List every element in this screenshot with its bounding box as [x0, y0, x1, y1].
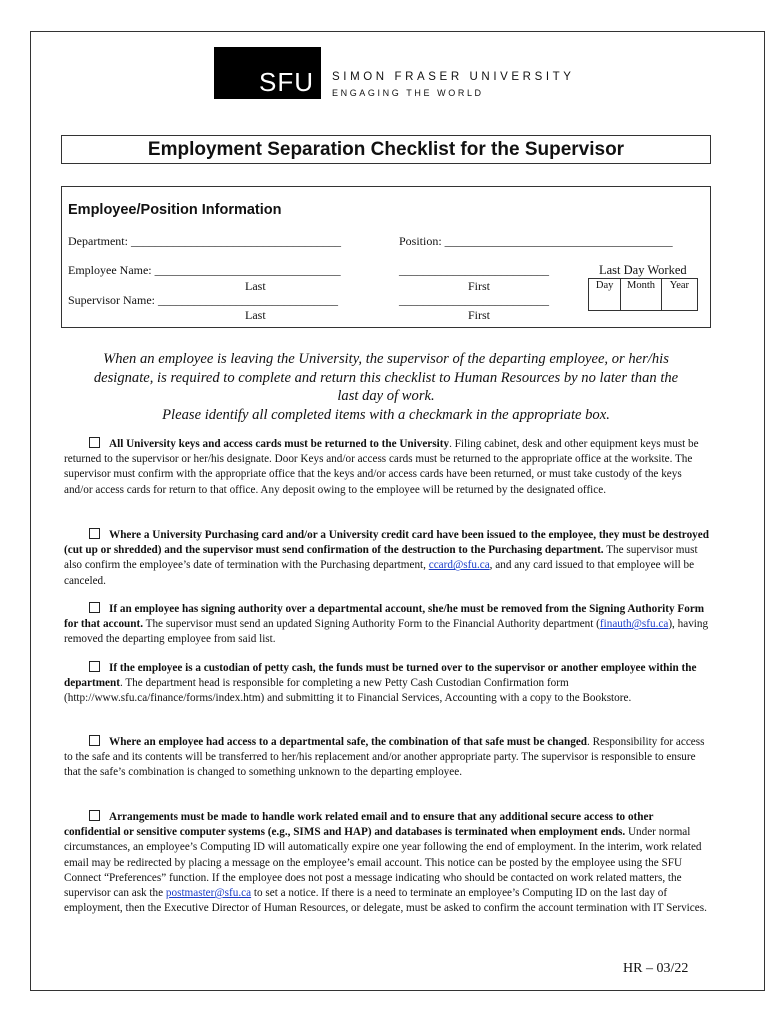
checklist-item-keys [64, 437, 712, 498]
supervisor-last-name-field[interactable]: Supervisor Name: ______________________________ [68, 293, 338, 307]
safe-checkbox[interactable] [89, 735, 100, 746]
instructions [60, 350, 712, 424]
postmaster-email-link[interactable]: postmaster@sfu.ca [165, 887, 252, 900]
finauth-email-link[interactable]: finauth@sfu.ca [599, 618, 669, 631]
day-cell[interactable]: Day [589, 279, 621, 311]
employee-info-box [61, 186, 711, 328]
info-heading: Employee/Position Information [68, 202, 282, 218]
signing-authority-checkbox[interactable] [89, 602, 100, 613]
supervisor-first-name-field[interactable]: _________________________ [399, 293, 549, 307]
intro-line-1: When an employee is leaving the University, the supervisor of the departing employee, or her/his [103, 351, 669, 367]
employee-first-name-field[interactable]: _________________________ [399, 263, 549, 277]
item-text: . Filing cabinet, desk and other equipment keys must be returned to the supervisor or her/his designate. Door Keys and/or access cards must be returned to the appropriate office at the worksite. The supervisor must confirm with the appropriate office that the keys and/or access cards have been returned, or must take custody of the keys and/or access cards for return to that office. Any deposit owing to the employee will be returned by the designated office. [64, 438, 699, 496]
department-field[interactable]: Department: ___________________________________ [68, 234, 341, 248]
title-box [61, 135, 711, 164]
employee-last-name-field[interactable]: Employee Name: _______________________________ [68, 263, 341, 277]
employee-first-label: First [468, 279, 491, 293]
checklist-item-purchasing-card [64, 528, 712, 589]
intro-line-2: designate, is required to complete and return this checklist to Human Resources by no later than the [93, 369, 679, 386]
supervisor-last-label: Last [245, 308, 266, 322]
item-text: The supervisor must also confirm the employee’s date of termination with the Purchasing department, [64, 544, 698, 572]
supervisor-first-label: First [468, 308, 491, 322]
item-text-after: ), having removed the departing employee from said list. [64, 618, 709, 646]
logo-tagline: ENGAGING THE WORLD [332, 88, 484, 98]
logo-mark: SFU [259, 67, 314, 97]
item-text: The supervisor must send an updated Signing Authority Form to the Financial Authority department ( [143, 618, 600, 631]
intro-line-4: Please identify all completed items with a checkmark in the appropriate box. [162, 406, 610, 423]
checklist-item-safe [64, 735, 712, 781]
petty-cash-checkbox[interactable] [89, 661, 100, 672]
intro-line-3: last day of work. [337, 388, 435, 404]
item-bold: If an employee has signing authority over a departmental account, she/he must be removed from the Signing Authority Form for that account. [64, 603, 705, 631]
purchasing-card-checkbox[interactable] [89, 528, 100, 539]
item-text: . Responsibility for access to the safe and its contents will be transferred to her/his replacement and/or another appropriate party. The supervisor is responsible to ensure that the safe’s combination is changed to something unknown to the departing employee. [64, 736, 705, 779]
last-day-worked-table [588, 278, 698, 311]
sfu-logo [214, 47, 575, 99]
item-text: Under normal circumstances, an employee’s Computing ID will automatically expire one year following the end of employment. In the interim, work related email may be redirected by placing a message on the employee’s email account. This notice can be posted by the employee using the SFU Connect “Preferences” function. If the employee does not post a message indicating who should be contacted on work related matters, the supervisor can ask the [64, 826, 702, 900]
item-text-after: , and any card issued to that employee will be canceled. [64, 559, 695, 587]
checklist-item-signing-authority [64, 602, 712, 648]
form-code: HR – 03/22 [623, 961, 689, 976]
page-title: Employment Separation Checklist for the Supervisor [147, 139, 625, 160]
item-text: . The department head is responsible for completing a new Petty Cash Custodian Confirmation form (http://www.sfu.ca/finance/forms/index.htm) and submitting it to Financial Services, Accounting with a copy to the Bookstore. [64, 677, 632, 705]
item-bold: Where an employee had access to a departmental safe, the combination of that safe must be changed [109, 736, 588, 748]
year-cell[interactable]: Year [661, 279, 697, 311]
logo-university-name: SIMON FRASER UNIVERSITY [332, 71, 575, 83]
item-bold: All University keys and access cards must be returned to the University [109, 438, 450, 450]
checklist-item-petty-cash [64, 661, 712, 707]
checklist-item-email-access [64, 810, 712, 916]
item-bold: Where a University Purchasing card and/or a University credit card have been issued to the employee, they must be destroyed (cut up or shredded) and the supervisor must send confirmation of the destruction to the Purchasing department. [64, 529, 709, 557]
keys-checkbox[interactable] [89, 437, 100, 448]
month-cell[interactable]: Month [621, 279, 661, 311]
position-field[interactable]: Position: ______________________________________ [399, 234, 673, 248]
ccard-email-link[interactable]: ccard@sfu.ca [428, 559, 490, 572]
item-bold: Arrangements must be made to handle work related email and to ensure that any additional secure access to other confidential or sensitive computer systems (e.g., SIMS and HAP) and databases is terminated when employment ends. [64, 811, 654, 839]
last-day-worked-label: Last Day Worked [599, 263, 687, 277]
employee-last-label: Last [245, 279, 266, 293]
email-access-checkbox[interactable] [89, 810, 100, 821]
item-bold: If the employee is a custodian of petty cash, the funds must be turned over to the supervisor or another employee within the department [64, 662, 697, 690]
item-text-after: to set a notice. If there is a need to terminate an employee’s Computing ID on the last day of employment, then the Executive Director of Human Resources, or delegate, must be asked to confirm the account termination with IT Services. [64, 887, 707, 915]
